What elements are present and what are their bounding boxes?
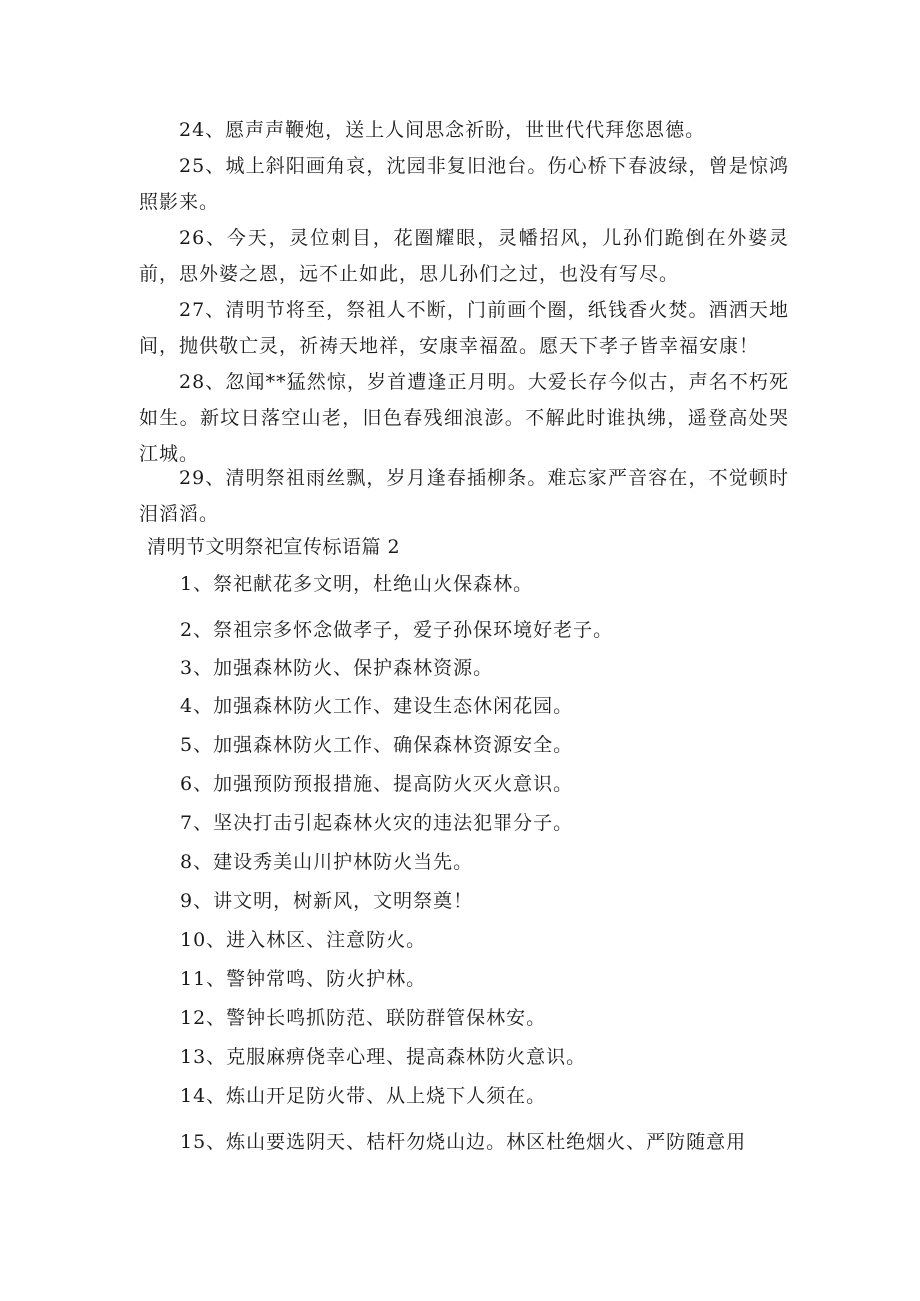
list-item: 9、讲文明，树新风，文明祭奠！ [180,890,474,912]
paragraph-25: 25、城上斜阳画角哀，沈园非复旧池台。伤心桥下春波绿，曾是惊鸿照影来。 [139,155,789,213]
list-item: 12、警钟长鸣抓防范、联防群管保林安。 [180,1007,547,1029]
list-item: 3、加强森林防火、保护森林资源。 [180,657,494,679]
paragraph-26: 26、今天，灵位刺目，花圈耀眼，灵幡招风，儿孙们跪倒在外婆灵前，思外婆之恩，远不止如此，思儿孙们之过，也没有写尽。 [139,227,789,285]
paragraph-28: 28、忽闻**猛然惊，岁首遭逢正月明。大爱长存今似古，声名不朽死如生。新坟日落空山老，旧色春残细浪澎。不解此时谁执绋，遥登高处哭江城。 [139,371,789,465]
list-item: 6、加强预防预报措施、提高防火灭火意识。 [180,773,574,795]
list-item: 7、坚决打击引起森林火灾的违法犯罪分子。 [180,812,574,834]
list-item: 10、进入林区、注意防火。 [180,929,427,951]
section-heading: 清明节文明祭祀宣传标语篇 2 [147,536,401,558]
list-item: 8、建设秀美山川护林防火当先。 [180,851,474,873]
list-item: 11、警钟常鸣、防火护林。 [180,968,427,990]
list-item: 4、加强森林防火工作、建设生态休闲花园。 [180,695,574,717]
paragraph-29: 29、清明祭祖雨丝飘，岁月逢春插柳条。难忘家严音容在，不觉顿时泪滔滔。 [139,467,789,525]
list-item: 1、祭祀献花多文明，杜绝山火保森林。 [180,573,534,595]
list-item: 2、祭祖宗多怀念做孝子，爱子孙保环境好老子。 [180,619,614,641]
list-item: 15、炼山要选阴天、桔杆勿烧山边。林区杜绝烟火、严防随意用 [180,1131,747,1153]
list-item: 14、炼山开足防火带、从上烧下人须在。 [180,1085,547,1107]
list-item: 13、克服麻痹侥幸心理、提高森林防火意识。 [180,1046,587,1068]
list-item: 5、加强森林防火工作、确保森林资源安全。 [180,734,574,756]
paragraph-24: 24、愿声声鞭炮，送上人间思念祈盼，世世代代拜您恩德。 [179,119,706,141]
paragraph-27: 27、清明节将至，祭祖人不断，门前画个圈，纸钱香火焚。酒洒天地间，抛供敬亡灵，祈祷天地祥，安康幸福盈。愿天下孝子皆幸福安康！ [139,299,789,357]
